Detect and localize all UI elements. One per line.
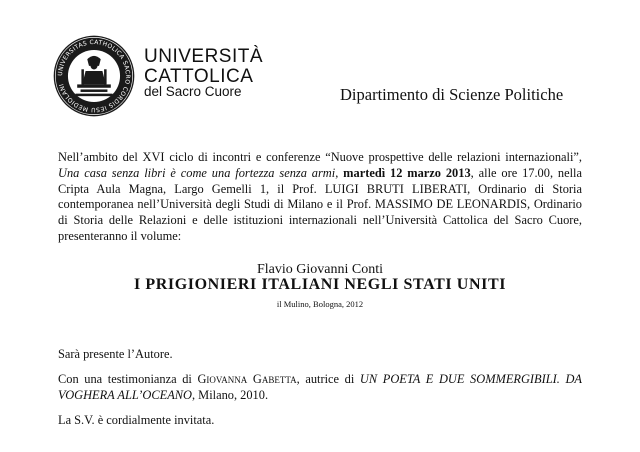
intro-paragraph	[58, 150, 582, 245]
book-title: I PRIGIONIERI ITALIANI NEGLI STATI UNITI	[133, 276, 507, 293]
intro-text-2: ,	[335, 165, 344, 180]
testimony-paragraph	[58, 372, 582, 404]
invitation-note: La S.V. è cordialmente invitata.	[58, 413, 215, 427]
testimony-book-title: UN POETA E DUE SOMMERGIBILI. DA VOGHERA ALL’OCEANO	[58, 372, 582, 402]
event-date: martedì 12 marzo 2013	[343, 165, 471, 180]
university-seal-logo	[52, 34, 136, 118]
seal-ring-text: UNIVERSITAS CATHOLICA SACRO CORDIS IESU MEDIOLANI	[57, 39, 131, 113]
testimony-text-1: Con una testimonianza di	[58, 372, 198, 386]
author-present-note: Sarà presente l’Autore.	[58, 347, 173, 361]
testimony-name: Giovanna Gabetta	[197, 372, 297, 386]
university-name-line2: CATTOLICA	[144, 66, 254, 87]
intro-text-3: , alle ore 17.00, nella Cripta Aula Magna, Largo Gemelli 1, il Prof. LUIGI BRUTI LIBERATI, Ordinario di Storia contemporanea nell’Università degli Studi di Milano e il Prof. MASSIMO DE LEONARDIS, Ordinario di Storia delle Relazioni e delle istituzioni internazionali nell’Università Cattolica del Sacro Cuore, presenteranno il volume:	[58, 165, 583, 243]
book-publisher: il Mulino, Bologna, 2012	[276, 299, 364, 309]
testimony-text-2: , autrice di	[296, 372, 360, 386]
testimony-text-3: , Milano, 2010.	[191, 387, 269, 402]
book-author: Flavio Giovanni Conti	[257, 262, 383, 277]
department-title: Dipartimento di Scienze Politiche	[340, 85, 564, 104]
university-name-line1: UNIVERSITÀ	[144, 46, 264, 67]
intro-text-1: Nell’ambito del XVI ciclo di incontri e conferenze “Nuove prospettive delle relazioni internazionali”,	[58, 150, 582, 164]
cycle-subtitle: Una casa senza libri è come una fortezza senza armi	[58, 165, 336, 180]
university-name-line3: del Sacro Cuore	[144, 84, 242, 99]
